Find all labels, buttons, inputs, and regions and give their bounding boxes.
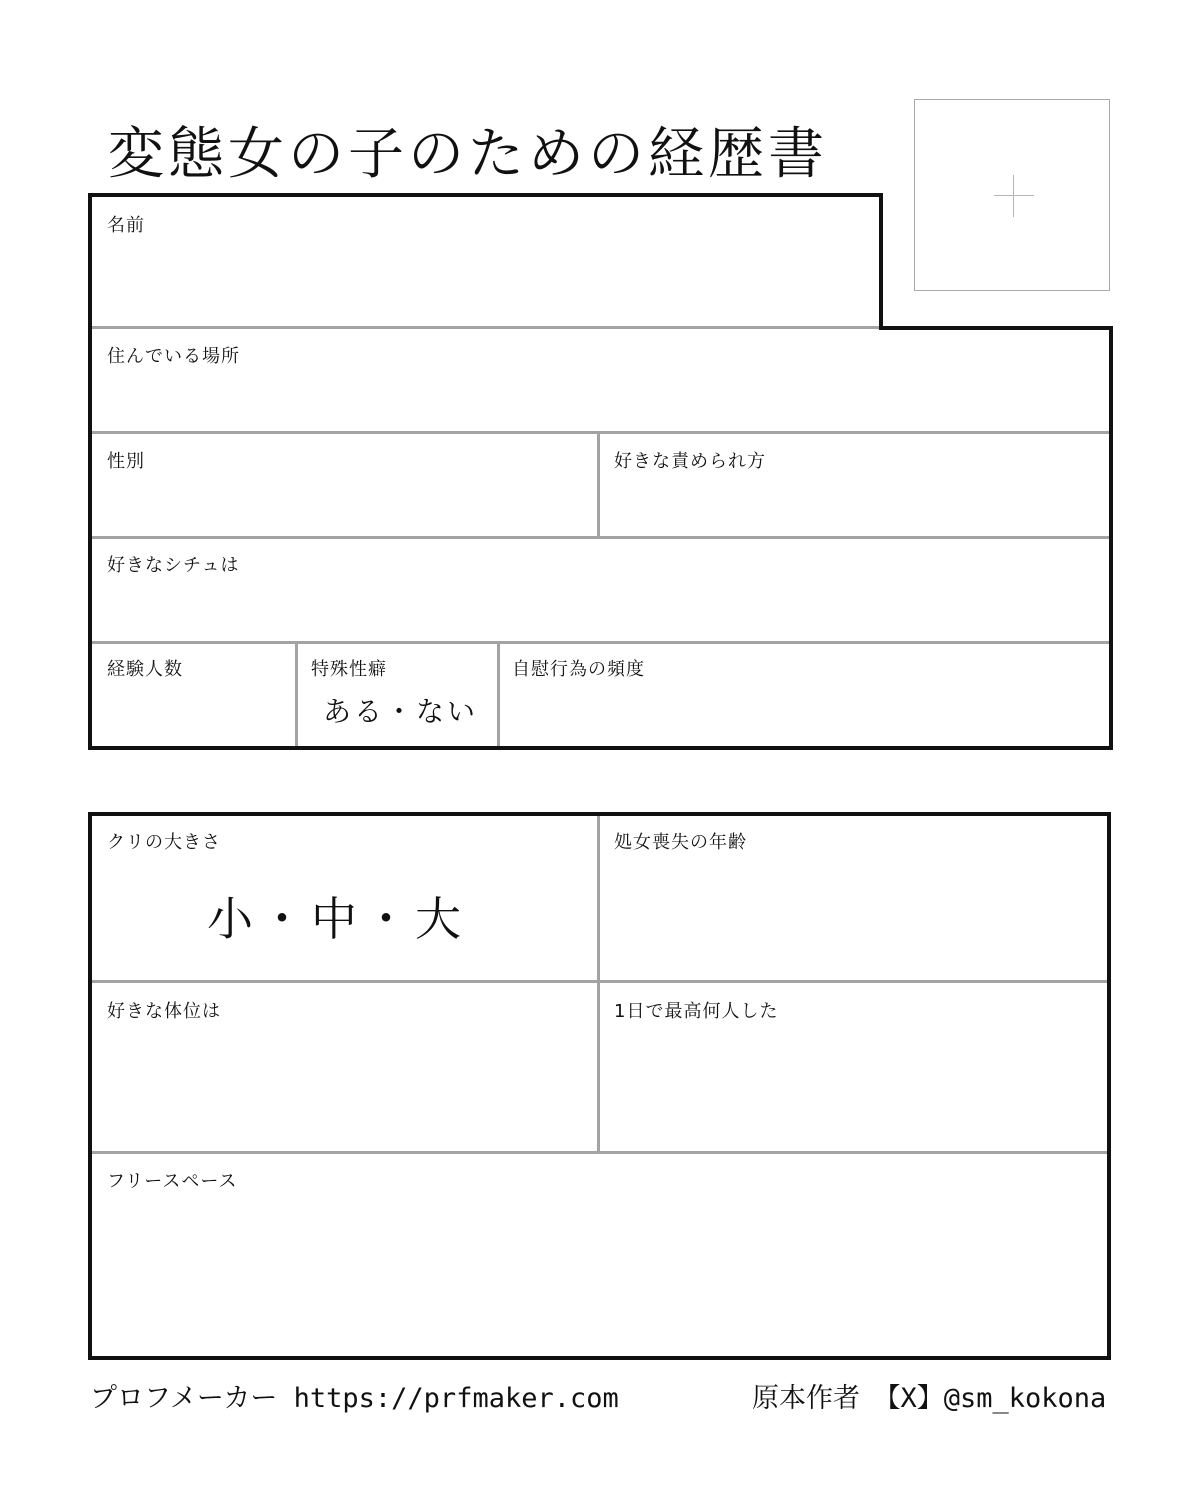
preferred-punishment-label: 好きな責められ方 xyxy=(614,451,766,472)
special-fetish-label: 特殊性癖 xyxy=(311,659,387,680)
residence-field[interactable] xyxy=(92,329,1109,431)
free-space-label: フリースペース xyxy=(107,1171,238,1192)
plus-icon xyxy=(994,175,1034,217)
favorite-situation-label: 好きなシチュは xyxy=(107,555,240,576)
special-fetish-choices[interactable]: ある・ない xyxy=(323,695,479,728)
author-credit: 原本作者 【X】@sm_kokona xyxy=(752,1383,1107,1414)
max-in-one-day-label: 1日で最高何人した xyxy=(614,1001,779,1022)
masturbation-frequency-label: 自慰行為の頻度 xyxy=(512,659,645,680)
clit-size-label: クリの大きさ xyxy=(107,832,221,853)
name-field[interactable] xyxy=(92,197,879,326)
page-title: 変態女の子のための経歴書 xyxy=(108,122,828,187)
clit-size-choices[interactable]: 小・中・大 xyxy=(207,892,467,946)
gender-label: 性別 xyxy=(107,451,145,472)
experience-count-label: 経験人数 xyxy=(107,659,183,680)
maker-credit: プロフメーカー https://prfmaker.com xyxy=(90,1383,619,1414)
favorite-situation-field[interactable] xyxy=(92,539,1109,641)
virginity-loss-age-label: 処女喪失の年齢 xyxy=(614,832,747,853)
residence-label: 住んでいる場所 xyxy=(107,346,240,367)
free-space-field[interactable] xyxy=(92,1154,1107,1356)
favorite-position-label: 好きな体位は xyxy=(107,1001,221,1022)
name-label: 名前 xyxy=(107,215,145,236)
gender-field[interactable] xyxy=(92,434,597,536)
